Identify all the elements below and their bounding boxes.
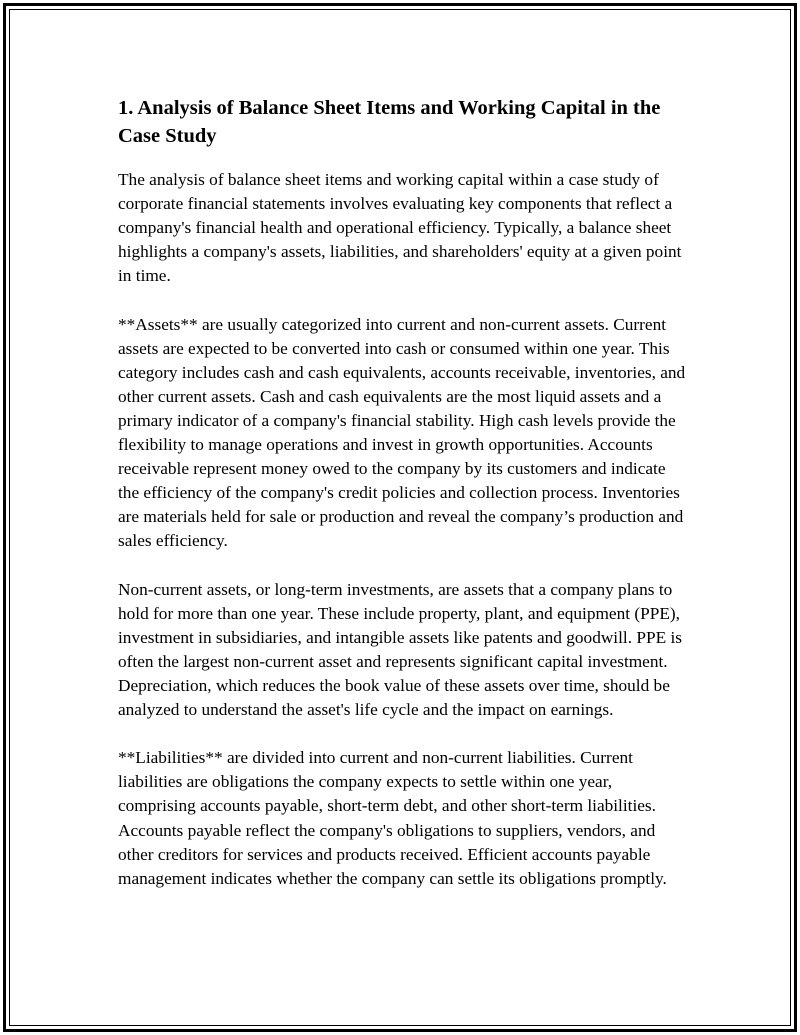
paragraph-liabilities: **Liabilities** are divided into current and non-current liabilities. Current liabilities are obligations the company expects to settle within one year, comprising accounts payable, short-term debt, and other short-term liabilities. Accounts payable reflect the company's obligations to suppliers, vendors, and other creditors for services and products received. Efficient accounts payable management indicates whether the company can settle its obligations promptly. xyxy=(118,748,667,888)
paragraph-assets: **Assets** are usually categorized into current and non-current assets. Current assets are expected to be converted into cash or consumed within one year. This category includes cash and cash equivalents, accounts receivable, inventories, and other current assets. Cash and cash equivalents are the most liquid assets and a primary indicator of a company's financial stability. High cash levels provide the flexibility to manage operations and invest in growth opportunities. Accounts receivable represent money owed to the company by its customers and indicate the efficiency of the company's credit policies and collection process. Inventories are materials held for sale or production and reveal the company’s production and sales efficiency. xyxy=(118,314,686,551)
paragraph-intro: The analysis of balance sheet items and working capital within a case study of corporate financial statements involves evaluating key components that reflect a company's financial health and operational efficiency. Typically, a balance sheet highlights a company's assets, liabilities, and shareholders' equity at a given point in time. xyxy=(118,170,682,286)
section-heading: 1. Analysis of Balance Sheet Items and Working Capital in the Case Study xyxy=(118,97,661,147)
paragraph-non-current-assets: Non-current assets, or long-term investments, are assets that a company plans to hold for more than one year. These include property, plant, and equipment (PPE), investment in subsidiaries, and intangible assets like patents and goodwill. PPE is often the largest non-current asset and represents significant capital investment. Depreciation, which reduces the book value of these assets over time, should be analyzed to understand the asset's life cycle and the impact on earnings. xyxy=(118,579,682,720)
document-body xyxy=(118,94,686,891)
